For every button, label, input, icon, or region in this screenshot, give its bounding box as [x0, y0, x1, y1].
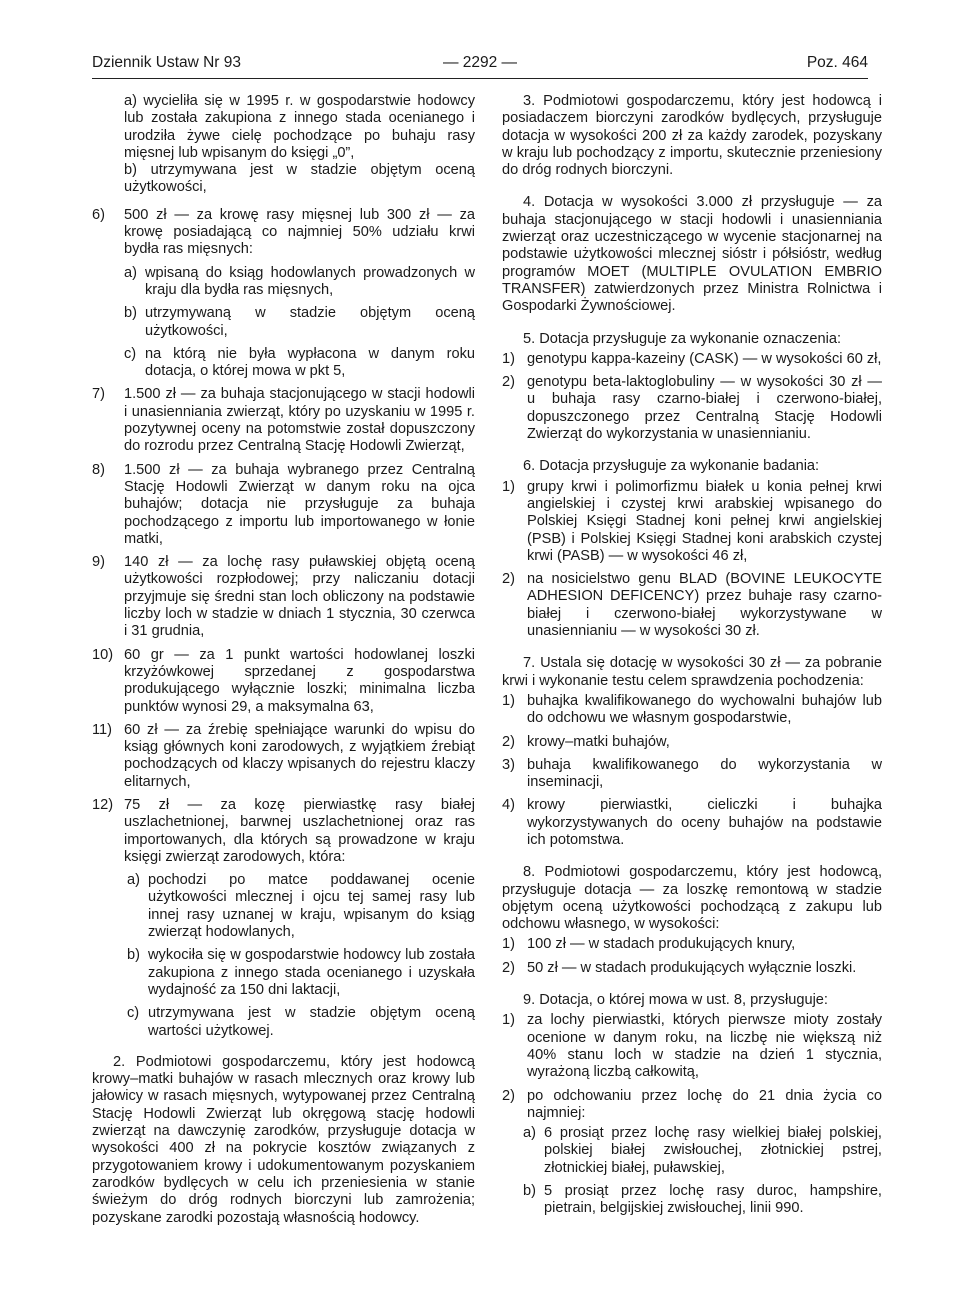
item-text: 60 zł — za źrebię spełniające warunki do wpisu do ksiąg głównych koni zarodowych, z wyjątkiem źrebiąt pochodzących od klaczy wpisanych do rejestru klaczy elitarnych, [124, 721, 475, 790]
section-7: 7. Ustala się dotację w wysokości 30 zł — za pobranie krwi i wykonanie testu celem sprawdzenia pochodzenia: [502, 655, 882, 689]
item-5a: a) wycieliła się w 1995 r. w gospodarstwie hodowcy lub została zakupiona z innego stada ocenianego i urodziła żywe cielę pochodzące po buhaju rasy mięsnej lub wpisanym do księgi „0”, [124, 93, 475, 161]
item-12b [92, 947, 475, 999]
item-text: wpisaną do ksiąg hodowlanych prowadzonych w kraju dla bydła ras mięsnych, [145, 264, 475, 298]
item-letter: b) [124, 305, 137, 322]
item-8 [92, 462, 475, 548]
journal-title: Dziennik Ustaw Nr 93 [92, 54, 242, 71]
item-text: na którą nie była wypłacona w danym roku dotacja, o której mowa w pkt 5, [145, 345, 475, 380]
item-text: 5 prosiąt przez lochę rasy duroc, hampshire, pietrain, belgijskiej zwisłouchej, linii 990. [544, 1183, 882, 1217]
item-number: 2) [502, 1087, 515, 1104]
item-text: 140 zł — za lochę rasy puławskiej objętą oceną użytkowości rozpłodowej; przy naliczaniu dotacji przyjmuje się średni stan loch obliczony na podstawie liczby loch w stadzie w dniach 1 stycznia, 30 czerwca i 31 grudnia, [124, 554, 475, 640]
item-text: pochodzi po matce poddawanej ocenie użytkowości mlecznej i ojcu tej samej rasy lub innej rasy uznanej w kraju, wpisanym do ksiąg zwierząt hodowlanych, [148, 872, 475, 941]
item-12a [92, 872, 475, 941]
section-9-item-2b [502, 1183, 882, 1218]
left-column [92, 93, 475, 1227]
item-number: 1) [502, 350, 515, 367]
item-number: 10) [92, 646, 114, 663]
section-6-item-2 [502, 571, 882, 640]
item-7 [92, 386, 475, 455]
section-3: 3. Podmiotowi gospodarczemu, który jest hodowcą i posiadaczem biorczyni zarodków bydlęcych, przysługuje dotacja w wysokości 200 zł za każdy zarodek, pozyskany w kraju lub pochodzący z importu, skutecznie przeniesiony do dróg rodnych biorczyni. [502, 93, 882, 179]
item-number: 8) [92, 461, 105, 478]
item-number: 1) [502, 1012, 515, 1029]
item-number: 2) [502, 374, 515, 391]
item-text: za lochy pierwiastki, których pierwsze mioty zostały ocenione w danym roku, na liczbę nie większą niż 40% stanu loch w stadzie na dzień 1 stycznia, wyrażoną liczbą całkowitą, [527, 1012, 882, 1081]
item-number: 12) [92, 796, 114, 813]
item-number: 6) [92, 206, 105, 223]
section-9-item-1 [502, 1012, 882, 1081]
item-6a [92, 265, 475, 300]
section-7-item-2 [502, 734, 882, 751]
item-text: grupy krwi i polimorfizmu białek u konia pełnej krwi angielskiej i czystej krwi arabskiej wpisanego do Polskiej Księgi Stadnej koni pełnej krwi angielskiej (PSB) i Polskiej Księgi Stadnej koni arabskich czystej krwi (PASB) — w wysokości 46 zł, [527, 478, 882, 564]
item-text: 500 zł — za krowę rasy mięsnej lub 300 zł — za krowę posiadającą co najmniej 50% udziału krwi bydła ras mięsnych: [124, 206, 475, 258]
item-text: 60 gr — za 1 punkt wartości hodowlanej loszki krzyżówkowej sprzedanej z gospodarstwa produkującego wyłącznie loszki; minimalna liczba punktów wynosi 29, a maksymalna 63, [124, 646, 475, 715]
section-9-item-2 [502, 1088, 882, 1123]
item-letter: a) [124, 264, 137, 281]
item-letter: c) [127, 1005, 140, 1022]
item-number: 4) [502, 797, 515, 814]
section-6-item-1 [502, 479, 882, 565]
item-5b: b) utrzymywana jest w stadzie objętym oceną użytkowości, [124, 162, 475, 196]
item-text: po odchowaniu przez lochę do 21 dnia życia co najmniej: [527, 1087, 882, 1121]
item-text: krowy pierwiastki, cieliczki i buhajka wykorzystywanych do oceny buhajów na podstawie ich potomstwa. [527, 797, 882, 848]
section-2: 2. Podmiotowi gospodarczemu, który jest hodowcą krowy–matki buhajów w rasach mlecznych oraz krowy lub jałowicy w rasach mięsnych, wytypowanej przez Centralną Stację Hodowli Zwierząt lub okręgową stację hodowli zwierząt na dawczynię zarodków, przysługuje dotacja w wysokości 400 zł na pokrycie kosztów związanych z przygotowaniem krowy i udokumentowanym pozyskaniem zarodków bydlęcych w celu ich przeniesienia w stanie świeżym do dróg rodnych biorczyni lub zamrożenia; pozyskane zarodki pozostają własnością hodowcy. [92, 1053, 475, 1226]
item-text: 6 prosiąt przez lochę rasy wielkiej białej polskiej, polskiej białej zwisłouchej, złotnickiej pstrej, złotnickiej białej, puławskiej, [544, 1125, 882, 1176]
item-number: 1) [502, 478, 515, 495]
item-number: 1) [502, 692, 515, 709]
right-column [502, 93, 882, 1218]
item-10 [92, 647, 475, 716]
section-4: 4. Dotacja w wysokości 3.000 zł przysługuje — za buhaja stacjonującego w stacji hodowli i unasienniania zwierząt oraz uczestniczącego w wycenie stacjonarnej na podstawie użytkowości mlecznej sióstr i półsióstr, według programów MOET (MULTIPLE OVULATION EMBRIO TRANSFER) zatwierdzonych przez Ministra Rolnictwa i Gospodarki Żywnościowej. [502, 194, 882, 315]
item-letter: a) [523, 1125, 536, 1142]
item-text: genotypu beta-laktoglobuliny — w wysokości 30 zł — u buhaja rasy czarno-białej i czerwono-białej, dopuszczonego przez Centralną Stację Hodowli Zwierząt do wykorzystania w unasiennianiu. [527, 374, 882, 443]
section-5-item-1 [502, 351, 882, 368]
item-letter: b) [127, 947, 140, 964]
item-text: utrzymywana jest w stadzie objętym oceną wartości użytkowej. [148, 1005, 475, 1039]
item-number: 11) [92, 721, 113, 738]
item-text: 1.500 zł — za buhaja wybranego przez Centralną Stację Hodowli Zwierząt w danym roku na ojca buhajów; dotacja nie przysługuje za buhaja pochodzącego z importu lub importowanego w łonie matki, [124, 461, 475, 547]
item-text: krowy–matki buhajów, [527, 733, 670, 750]
item-text: na nosicielstwo genu BLAD (BOVINE LEUKOCYTE ADHESION DEFICENCY) przez buhaje rasy czarno-białej i czerwono-białej wykorzystywane w unasiennianiu — w wysokości 30 zł. [527, 571, 882, 640]
item-letter: b) [523, 1183, 536, 1200]
item-text: buhaja kwalifikowanego do wykorzystania w inseminacji, [527, 756, 882, 791]
item-6 [92, 207, 475, 259]
section-8-item-2 [502, 960, 882, 977]
item-number: 3) [502, 756, 515, 773]
item-text: 75 zł — za kozę pierwiastkę rasy białej uszlachetnionej, barwnej uszlachetnionej oraz ras importowanych, dla których są prowadzone w kraju księgi zwierząt zarodowych, która: [124, 796, 475, 865]
item-text: utrzymywaną w stadzie objętym oceną użytkowości, [145, 305, 475, 339]
section-7-item-1 [502, 693, 882, 728]
item-12c [92, 1005, 475, 1040]
item-9 [92, 554, 475, 640]
item-letter: a) [127, 872, 140, 889]
section-9-item-2a [502, 1125, 882, 1177]
item-text: genotypu kappa-kazeiny (CASK) — w wysokości 60 zł, [527, 350, 882, 367]
page-header [92, 54, 868, 79]
item-number: 1) [502, 936, 515, 953]
section-8: 8. Podmiotowi gospodarczemu, który jest hodowcą, przysługuje dotacja — za loszkę remontową w stadzie objętym oceną użytkowości pochodzącą z zakupu lub odchowu własnego, w wysokości: [502, 864, 882, 933]
item-text: wykociła się w gospodarstwie hodowcy lub została zakupiona z innego stada ocenianego i uzyskała wydajność za 150 dni laktacji, [148, 947, 475, 998]
item-number: 7) [92, 386, 105, 403]
item-number: 2) [502, 733, 515, 750]
page-number: — 2292 — [442, 54, 518, 71]
section-6: 6. Dotacja przysługuje za wykonanie badania: [523, 458, 820, 475]
item-text: 1.500 zł — za buhaja stacjonującego w stacji hodowli i unasienniania zwierząt, który po uzyskaniu w 1995 r. pozytywnej oceny na potomstwie został dopuszczony do rozrodu przez Centralną Stację Hodowli Zwierząt, [124, 386, 475, 455]
item-number: 2) [502, 959, 515, 976]
section-5-item-2 [502, 374, 882, 443]
section-8-item-1 [502, 936, 882, 953]
section-7-item-3 [502, 757, 882, 792]
item-text: 100 zł — w stadach produkujących knury, [527, 936, 796, 953]
section-7-item-4 [502, 797, 882, 849]
item-number: 2) [502, 571, 515, 588]
item-11 [92, 722, 475, 791]
item-6c [92, 346, 475, 381]
section-9: 9. Dotacja, o której mowa w ust. 8, przysługuje: [523, 992, 828, 1009]
item-number: 9) [92, 554, 105, 571]
item-text: 50 zł — w stadach produkujących wyłącznie loszki. [527, 959, 857, 976]
section-5: 5. Dotacja przysługuje za wykonanie oznaczenia: [523, 330, 841, 347]
item-letter: c) [124, 345, 137, 362]
item-text: buhajka kwalifikowanego do wychowalni buhajów lub do odchowu we własnym gospodarstwie, [527, 692, 882, 727]
position-number: Poz. 464 [806, 54, 868, 71]
item-6b [92, 305, 475, 340]
item-12 [92, 797, 475, 866]
